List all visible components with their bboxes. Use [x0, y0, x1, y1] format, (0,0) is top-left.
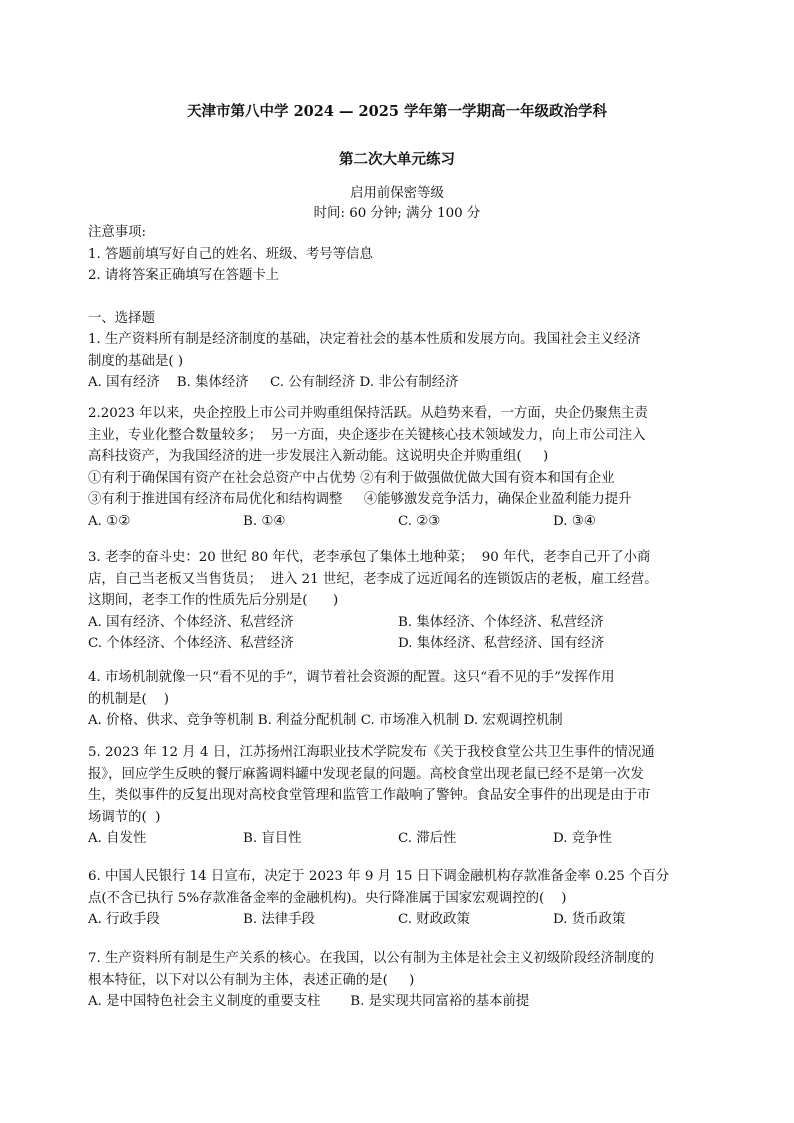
- time-score: 时间: 60 分钟; 满分 100 分: [313, 206, 481, 221]
- question-1: [88, 329, 708, 394]
- options-row: [88, 612, 708, 634]
- option-b: B. ①④: [243, 513, 286, 529]
- question-line: 店，自己当老板又当售货员； 进入 21 世纪，老李成了远近闻名的连锁饭店的老板，雇工经营。: [88, 571, 658, 587]
- question-2: [88, 403, 708, 532]
- notice-heading: 注意事项:: [88, 225, 147, 240]
- question-3: [88, 547, 708, 655]
- option-d: D. 集体经济、私营经济、国有经济: [398, 636, 605, 651]
- option-d: D. ③④: [553, 513, 596, 529]
- options-line: A. 国有经济 B. 集体经济 C. 公有制经济 D. 非公有制经济: [88, 375, 459, 390]
- option-a: A. 自发性: [88, 831, 147, 846]
- question-line: 制度的基础是( ): [88, 353, 184, 369]
- question-line: 5. 2023 年 12 月 4 日，江苏扬州江海职业技术学院发布《关于我校食堂公共卫生事件的情况通: [88, 745, 655, 760]
- option-c: C. 个体经济、个体经济、私营经济: [88, 636, 294, 651]
- question-line: 报》，回应学生反映的餐厅麻酱调料罐中发现老鼠的问题。高校食堂出现老鼠已经不是第一次发: [88, 766, 644, 782]
- question-7: [88, 948, 708, 1013]
- options-line: A. 是中国特色社会主义制度的重要支柱 B. 是实现共同富裕的基本前提: [88, 994, 530, 1009]
- question-5: [88, 742, 708, 850]
- option-a: A. 国有经济、个体经济、私营经济: [88, 614, 294, 630]
- option-d: D. 货币政策: [553, 912, 626, 927]
- option-c: C. ②③: [398, 513, 441, 529]
- question-6: [88, 866, 708, 931]
- question-line: 主业，专业化整合数量较多； 另一方面，央企逐步在关键核心技术领域发力，向上市公司注入: [88, 427, 646, 443]
- exam-title: 天津市第八中学 2024 — 2025 学年第一学期高一年级政治学科: [187, 103, 607, 120]
- question-line: 2.2023 年以来，央企控股上市公司并购重组保持活跃。从趋势来看，一方面，央企仍聚焦主责: [88, 406, 648, 421]
- question-line: 3. 老李的奋斗史：20 世纪 80 年代，老李承包了集体土地种菜； 90 年代，老李自己开了小商: [88, 550, 651, 565]
- question-line: 高科技资产，为我国经济的进一步发展注入新动能。这说明央企并购重组( ): [88, 449, 549, 464]
- option-a: A. ①②: [88, 513, 131, 529]
- notice-item: 1. 答题前填写好自己的姓名、班级、考号等信息: [88, 246, 373, 262]
- option-c: C. 财政政策: [398, 912, 470, 927]
- notice-item: 2. 请将答案正确填写在答题卡上: [88, 268, 280, 283]
- options-row: [88, 828, 708, 850]
- secrecy-level: 启用前保密等级: [350, 186, 444, 201]
- option-b: B. 法律手段: [243, 912, 315, 927]
- options-row: [88, 909, 708, 931]
- question-line: 1. 生产资料所有制是经济制度的基础，决定着社会的基本性质和发展方向。我国社会主义经济: [88, 332, 641, 347]
- question-line: 这期间，老李工作的性质先后分别是( ): [88, 593, 339, 608]
- notice-block: [88, 222, 708, 287]
- question-4: [88, 667, 708, 732]
- question-line: 生，类似事件的反复出现对高校食堂管理和监管工作敲响了警钟。食品安全事件的出现是由于市: [88, 788, 651, 803]
- question-line: 7. 生产资料所有制是生产关系的核心。在我国，以公有制为主体是社会主义初级阶段经济制度的: [88, 951, 655, 966]
- question-line: 场调节的( ): [88, 809, 161, 825]
- question-line: 的机制是( ): [88, 691, 170, 707]
- option-d: D. 竞争性: [553, 831, 612, 846]
- exam-subtitle: 第二次大单元练习: [339, 151, 455, 168]
- question-line: 4. 市场机制就像一只“看不见的手”，调节着社会资源的配置。这只“看不见的手”发挥作用: [88, 670, 615, 685]
- options-row: [88, 511, 708, 533]
- question-line: 6. 中国人民银行 14 日宣布，决定于 2023 年 9 月 15 日下调金融机构存款准备金率 0.25 个百分: [88, 869, 670, 884]
- question-line: 根本特征，以下对以公有制为主体，表述正确的是( ): [88, 972, 415, 988]
- option-b: B. 盲目性: [243, 831, 302, 846]
- option-b: B. 集体经济、个体经济、私营经济: [398, 614, 604, 630]
- options-line: A. 价格、供求、竞争等机制 B. 利益分配机制 C. 市场准入机制 D. 宏观调控机制: [88, 713, 563, 728]
- section-heading: [88, 308, 708, 330]
- question-line: ①有利于确保国有资产在社会总资产中占优势 ②有利于做强做优做大国有资本和国有企业: [88, 470, 615, 486]
- question-line: ③有利于推进国有经济布局优化和结构调整 ④能够激发竞争活力，确保企业盈利能力提升: [88, 492, 632, 507]
- section-label: 一、选择题: [88, 311, 155, 326]
- question-line: 点(不含已执行 5%存款准备金率的金融机构)。央行降准属于国家宏观调控的( ): [88, 890, 567, 906]
- option-a: A. 行政手段: [88, 912, 160, 927]
- option-c: C. 滞后性: [398, 831, 457, 846]
- options-row: [88, 633, 708, 655]
